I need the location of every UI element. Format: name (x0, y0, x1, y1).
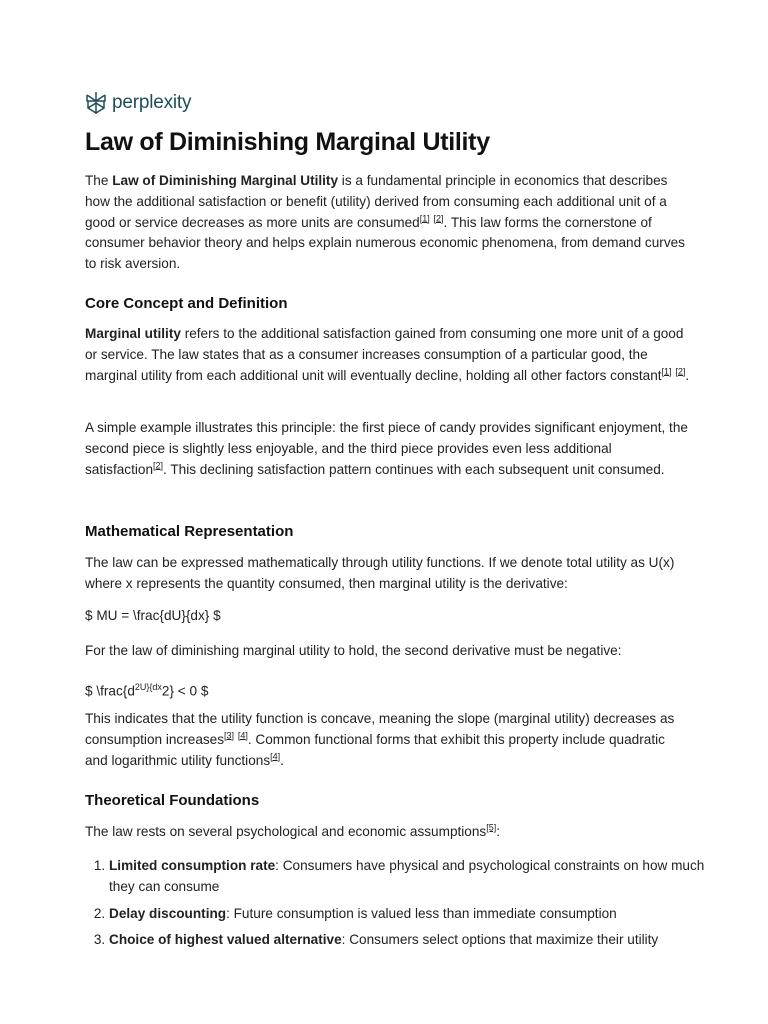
section-heading-math: Mathematical Representation (85, 523, 294, 540)
assumptions-paragraph: The law rests on several psychological and economic assumptions[5]: (85, 822, 501, 839)
marginal-utility-paragraph: Marginal utility refers to the additional satisfaction gained from consuming one more unit of a good or service. The law states that as a consumer increases consumption of a particular good, the marginal utility from each additional unit will eventually decline, holding all other factors constant[1] [2]. (85, 326, 690, 383)
formula-second-derivative: $ $\backslash frac\{d^{2U\}\{dx}2\} < 0$ $ (85, 682, 209, 699)
citation-link[interactable]: [2] (153, 460, 164, 471)
page-title: Law of Diminishing Marginal Utility (85, 128, 490, 156)
assumptions-list (85, 856, 714, 957)
candy-example-paragraph: A simple example illustrates this principle: the first piece of candy provides significant enjoyment, the second piece is slightly less enjoyable, and the third piece provides even less additional satisfaction[2]. This declining satisfaction pattern continues with each subsequent unit consumed. (85, 420, 688, 477)
concavity-paragraph: This indicates that the utility function is concave, meaning the slope (marginal utility) decreases as consumption increases[3] [4]. Common functional forms that exhibit this property include quadratic and logarithmic utility functions[4]. (85, 711, 675, 768)
perplexity-logo-icon (85, 91, 107, 115)
citation-link[interactable]: [1] (419, 213, 430, 224)
second-derivative-paragraph: For the law of diminishing marginal utility to hold, the second derivative must be negative: (85, 643, 622, 658)
citation-link[interactable]: [3] (224, 730, 235, 741)
citation-link[interactable]: [2] (433, 213, 444, 224)
citation-link[interactable]: [2] (675, 366, 686, 377)
list-item: 1. Limited consumption rate: Consumers have physical and psychological constraints on how much they can consume (109, 856, 714, 898)
citation-link[interactable]: [4] (237, 730, 248, 741)
formula-marginal-utility: $ MU = \frac{dU}{dx} $ (85, 608, 221, 623)
citation-link[interactable]: [5] (486, 822, 497, 833)
brand-name: perplexity (112, 92, 192, 113)
list-item: 2. Delay discounting: Future consumption is valued less than immediate consumption (109, 904, 714, 925)
intro-paragraph: The Law of Diminishing Marginal Utility is a fundamental principle in economics that describes how the additional satisfaction or benefit (utility) derived from consuming each additional unit of a good or service decreases as more units are consumed[1] [2]. This law forms the cornerstone of consumer behavior theory and helps explain numerous economic phenomena, from demand curves to risk aversion. (85, 173, 685, 272)
citation-link[interactable]: [1] (661, 366, 672, 377)
perplexity-logo (85, 90, 191, 116)
section-heading-foundations: Theoretical Foundations (85, 792, 260, 809)
math-intro-paragraph: The law can be expressed mathematically through utility functions. If we denote total utility as U(x) where x represents the quantity consumed, then marginal utility is the derivative: (85, 555, 675, 591)
citation-link[interactable]: [4] (270, 751, 281, 762)
list-item: 3. Choice of highest valued alternative: Consumers select options that maximize their utility (109, 930, 714, 951)
section-heading-core-concept: Core Concept and Definition (85, 295, 288, 312)
